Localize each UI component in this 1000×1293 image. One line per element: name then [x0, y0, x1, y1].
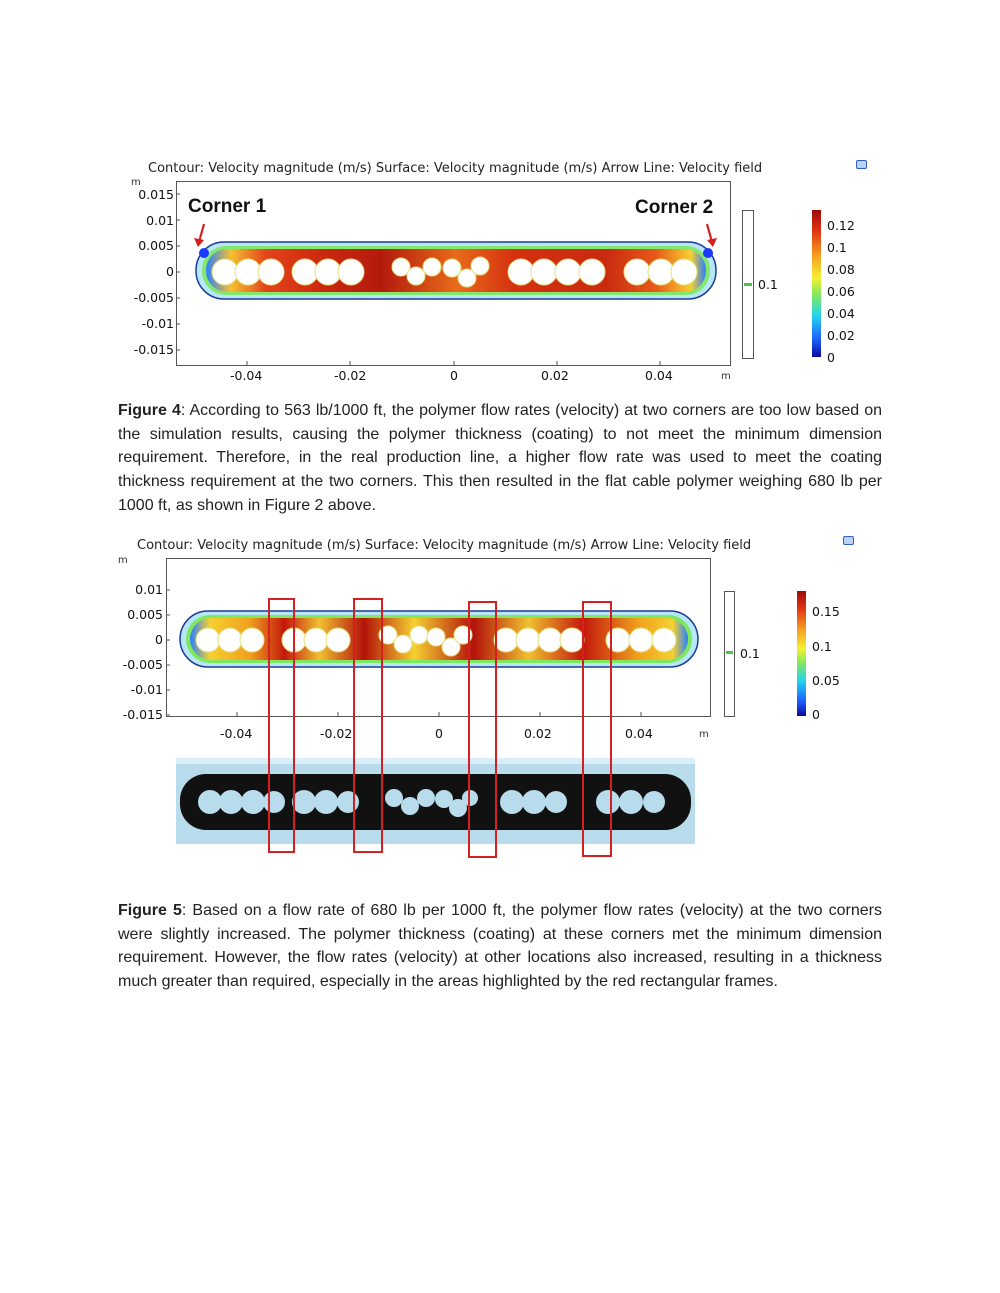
corner-1-label: Corner 1	[188, 196, 267, 217]
x-tick-label: 0.04	[645, 368, 673, 383]
colorbar-tick: 0	[812, 707, 820, 722]
toolbar-icon	[856, 160, 867, 169]
colorbar-tick: 0.04	[827, 306, 855, 321]
x-tick-label: 0	[435, 726, 443, 741]
colorbar-tick: 0.05	[812, 673, 840, 688]
x-tick-label: 0.02	[524, 726, 552, 741]
figure-5-caption-text: : Based on a flow rate of 680 lb per 1000 ft, the polymer flow rates (velocity) at the two corners were slightly increased. The polymer thickness (coating) at these corners met the minimum dimension requirement. However, the flow rates (velocity) at other locations also increased, resulting in a thickness much greater than required, especially in the areas highlighted by the red rectangular frames.	[118, 902, 883, 991]
colorbar-tick: 0.1	[812, 639, 832, 654]
highlight-frame	[582, 601, 612, 857]
x-tick-label: 0	[450, 368, 458, 383]
y-axis-unit: m	[118, 555, 128, 566]
corner-2-arrow	[702, 222, 718, 248]
highlight-frame	[468, 601, 497, 858]
plot-title: Contour: Velocity magnitude (m/s) Surface: Velocity magnitude (m/s) Arrow Line: Velocity field	[148, 161, 763, 176]
y-tick-label: 0.01	[135, 582, 163, 597]
arrow-scale-bar	[724, 591, 735, 717]
colorbar-tick: 0.12	[827, 218, 855, 233]
arrow-scale-value: 0.1	[740, 646, 760, 661]
highlight-frame	[268, 598, 295, 853]
velocity-plot-figure-5	[166, 558, 711, 717]
toolbar-icon	[843, 536, 854, 545]
x-axis-unit: m	[721, 371, 731, 382]
plot-title: Contour: Velocity magnitude (m/s) Surface: Velocity magnitude (m/s) Arrow Line: Velocity field	[137, 538, 752, 553]
y-tick-label: 0.015	[138, 187, 174, 202]
colorbar-tick: 0	[827, 350, 835, 365]
colorbar-tick: 0.06	[827, 284, 855, 299]
x-tick-label: -0.02	[334, 368, 367, 383]
y-tick-label: -0.005	[133, 290, 174, 305]
arrow-scale-marker	[726, 651, 733, 654]
figure-5-caption	[118, 899, 882, 994]
corner-1-arrow	[193, 222, 209, 248]
colorbar-tick: 0.08	[827, 262, 855, 277]
x-tick-label: -0.02	[320, 726, 353, 741]
x-axis-unit: m	[699, 729, 709, 740]
y-axis-unit: m	[131, 177, 141, 188]
colorbar	[812, 210, 821, 357]
x-tick-label: 0.02	[541, 368, 569, 383]
y-tick-label: 0.005	[127, 607, 163, 622]
y-tick-label: -0.01	[141, 316, 174, 331]
cable-cross-section-photo	[176, 758, 695, 844]
colorbar-tick: 0.1	[827, 240, 847, 255]
x-tick-label: -0.04	[230, 368, 263, 383]
y-tick-label: 0	[166, 264, 174, 279]
colorbar-tick: 0.15	[812, 604, 840, 619]
x-tick-label: 0.04	[625, 726, 653, 741]
y-tick-label: -0.015	[122, 707, 163, 722]
y-tick-label: 0.01	[146, 213, 174, 228]
figure-5-label: Figure 5	[118, 902, 182, 919]
x-tick-label: -0.04	[220, 726, 253, 741]
highlight-frame	[353, 598, 383, 853]
figure-4-caption-text: : According to 563 lb/1000 ft, the polymer flow rates (velocity) at two corners are too low based on the simulation results, causing the polymer thickness (coating) to not meet the minimum dimension requirement. Therefore, in the real production line, a higher flow rate was used to meet the coating thickness requirement at the two corners. This then resulted in the flat cable polymer weighing 680 lb per 1000 ft, as shown in Figure 2 above.	[118, 402, 883, 514]
y-tick-label: -0.015	[133, 342, 174, 357]
arrow-scale-marker	[744, 283, 752, 286]
figure-4-label: Figure 4	[118, 402, 181, 419]
corner-2-label: Corner 2	[635, 197, 714, 218]
y-tick-label: 0	[155, 632, 163, 647]
y-tick-label: 0.005	[138, 238, 174, 253]
colorbar-tick: 0.02	[827, 328, 855, 343]
colorbar	[797, 591, 806, 716]
figure-4-caption	[118, 399, 882, 518]
y-tick-label: -0.005	[122, 657, 163, 672]
y-tick-label: -0.01	[130, 682, 163, 697]
arrow-scale-value: 0.1	[758, 277, 778, 292]
